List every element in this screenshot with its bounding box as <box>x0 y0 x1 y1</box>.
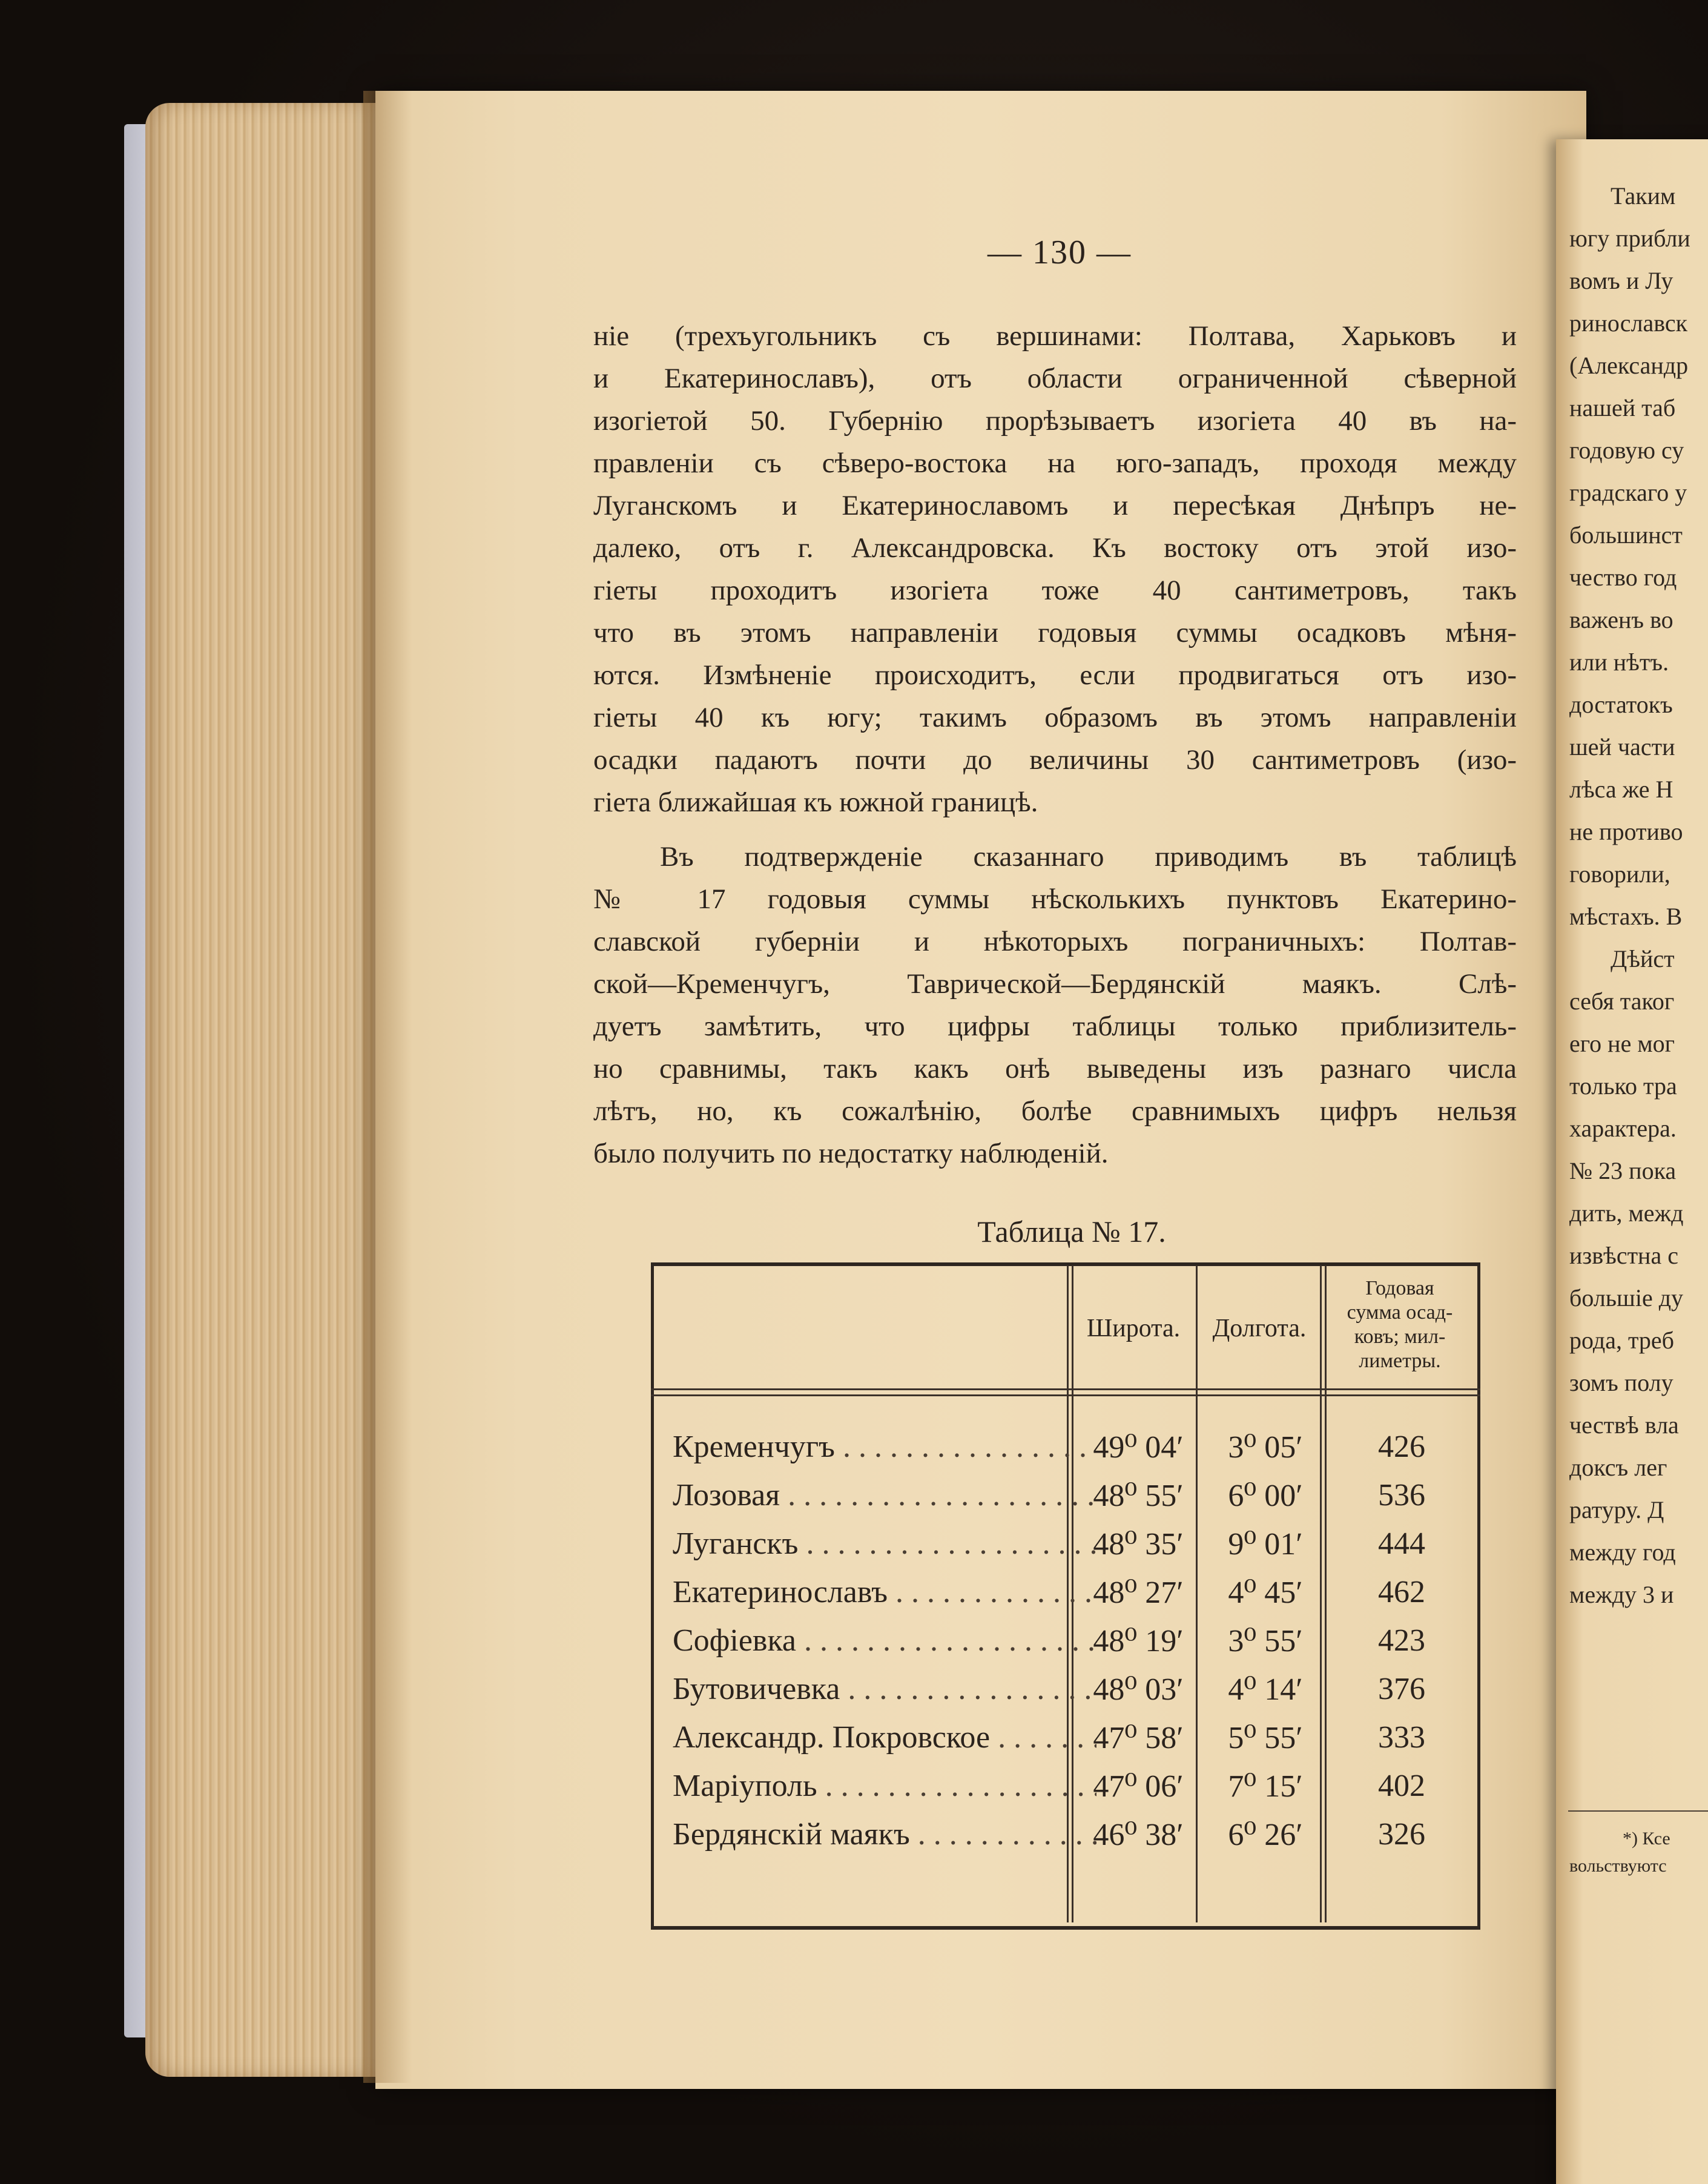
body-line: лѣтъ, но, къ сожалѣнію, болѣе сравнимыхъ цифръ нельзя <box>593 1095 1517 1127</box>
facing-line: его не мог <box>1569 1030 1675 1057</box>
table-row <box>651 1574 1480 1622</box>
station-name: Маріуполь . . . <box>673 1768 1096 1804</box>
body-line: изогіетой 50. Губернію прорѣзываетъ изогіета 40 въ на- <box>593 405 1517 437</box>
body-line: осадки падаютъ почти до величины 30 сантиметровъ (изо- <box>593 744 1517 776</box>
body-line: что въ этомъ направленіи годовыя суммы осадковъ мѣня- <box>593 617 1517 648</box>
header-rule <box>651 1394 1480 1396</box>
facing-line: чество год <box>1569 564 1677 591</box>
facing-line: дить, межд <box>1569 1199 1684 1227</box>
table-row <box>651 1720 1480 1767</box>
facing-line: большинст <box>1569 521 1683 549</box>
latitude-cell: 48⁰ 35′ <box>1093 1527 1184 1562</box>
station-name: Бердянскій маякъ . . . <box>673 1816 1096 1852</box>
facing-page <box>1556 139 1708 2184</box>
table-row <box>651 1477 1480 1525</box>
precipitation-cell: 333 <box>1378 1720 1425 1755</box>
facing-line: важенъ во <box>1569 606 1673 633</box>
station-name: Кременчугъ . . . <box>673 1429 1096 1465</box>
facing-line: себя таког <box>1569 988 1675 1015</box>
precipitation-cell: 402 <box>1378 1769 1425 1803</box>
longitude-cell: 7⁰ 15′ <box>1228 1769 1303 1804</box>
header-precipitation-1: Годовая <box>1365 1277 1434 1299</box>
page-number: — 130 — <box>988 234 1132 271</box>
latitude-cell: 48⁰ 27′ <box>1093 1575 1184 1610</box>
facing-footnote: вольствуютс <box>1569 1856 1667 1876</box>
body-line: дуетъ замѣтить, что цифры таблицы только приблизитель- <box>593 1011 1517 1042</box>
table-row <box>651 1526 1480 1573</box>
latitude-cell: 47⁰ 58′ <box>1093 1721 1184 1755</box>
body-line: Луганскомъ и Екатеринославомъ и пересѣкая Днѣпръ не- <box>593 490 1517 521</box>
precipitation-cell: 326 <box>1378 1817 1425 1852</box>
body-line: но сравнимы, такъ какъ онѣ выведены изъ разнаго числа <box>593 1053 1517 1084</box>
longitude-cell: 3⁰ 55′ <box>1228 1624 1303 1658</box>
facing-line: между год <box>1569 1539 1676 1566</box>
body-line: далеко, отъ г. Александровска. Къ востоку отъ этой изо- <box>593 532 1517 564</box>
facing-line: Таким <box>1611 182 1676 209</box>
precipitation-cell: 376 <box>1378 1672 1425 1706</box>
body-line: ской—Кременчугъ, Таврической—Бердянскій маякъ. Слѣ- <box>593 968 1517 1000</box>
facing-line: мѣстахъ. В <box>1569 903 1683 930</box>
station-name: Луганскъ . . . <box>673 1526 1096 1562</box>
header-precipitation-3: ковъ; мил- <box>1354 1325 1446 1348</box>
facing-line: вомъ и Лу <box>1569 267 1673 294</box>
latitude-cell: 46⁰ 38′ <box>1093 1818 1184 1852</box>
header-longitude: Долгота. <box>1212 1315 1307 1342</box>
body-line: гіеты проходитъ изогіета тоже 40 сантиметровъ, такъ <box>593 575 1517 606</box>
latitude-cell: 48⁰ 03′ <box>1093 1672 1184 1707</box>
facing-line: шей части <box>1569 733 1675 760</box>
body-line: Въ подтвержденіе сказаннаго приводимъ въ таблицѣ <box>660 841 1517 873</box>
longitude-cell: 9⁰ 01′ <box>1228 1527 1303 1562</box>
footnote-rule <box>1568 1810 1708 1812</box>
latitude-cell: 49⁰ 04′ <box>1093 1430 1184 1465</box>
facing-line: или нѣтъ. <box>1569 648 1669 676</box>
header-precipitation-2: сумма осад- <box>1347 1301 1453 1324</box>
facing-line: рода, треб <box>1569 1327 1675 1354</box>
body-line: гіета ближайшая къ южной границѣ. <box>593 787 1038 818</box>
facing-line: (Александр <box>1569 352 1689 379</box>
body-line: ются. Измѣненіе происходитъ, если продвигаться отъ изо- <box>593 659 1517 691</box>
precipitation-cell: 423 <box>1378 1623 1425 1658</box>
longitude-cell: 6⁰ 26′ <box>1228 1818 1303 1852</box>
header-latitude: Широта. <box>1086 1315 1181 1342</box>
facing-line: только тра <box>1569 1072 1677 1100</box>
table-row <box>651 1768 1480 1815</box>
longitude-cell: 6⁰ 00′ <box>1228 1479 1303 1513</box>
facing-line: лѣса же Н <box>1569 776 1673 803</box>
body-line: и Екатеринославъ), отъ области ограниченной сѣверной <box>593 363 1517 394</box>
station-name: Софіевка . . . <box>673 1623 1096 1658</box>
facing-line: между 3 и <box>1569 1581 1674 1608</box>
table-row <box>651 1623 1480 1670</box>
body-line: № 17 годовыя суммы нѣсколькихъ пунктовъ Екатерино- <box>593 883 1517 915</box>
header-precipitation-4: лиметры. <box>1359 1350 1441 1372</box>
body-line: было получить по недостатку наблюденій. <box>593 1138 1109 1169</box>
longitude-cell: 5⁰ 55′ <box>1228 1721 1303 1755</box>
station-name: Екатеринославъ . . . <box>673 1574 1096 1610</box>
gutter-shadow <box>363 91 412 2083</box>
facing-line: градскаго у <box>1569 479 1687 506</box>
body-line: ніе (трехъугольникъ съ вершинами: Полтава, Харьковъ и <box>593 320 1517 352</box>
facing-line: говорили, <box>1569 860 1670 888</box>
facing-line: нашей таб <box>1569 394 1676 421</box>
precipitation-cell: 462 <box>1378 1575 1425 1609</box>
facing-line: ринославск <box>1569 309 1688 337</box>
precipitation-cell: 426 <box>1378 1430 1425 1464</box>
header-rule <box>651 1388 1480 1390</box>
longitude-cell: 3⁰ 05′ <box>1228 1430 1303 1465</box>
table-row <box>651 1816 1480 1864</box>
station-name: Александр. Покровское . . . <box>673 1720 1096 1755</box>
facing-line: чествѣ вла <box>1569 1411 1679 1439</box>
latitude-cell: 48⁰ 55′ <box>1093 1479 1184 1513</box>
page-block-edges <box>145 103 400 2077</box>
facing-line: ратуру. Д <box>1569 1496 1664 1523</box>
longitude-cell: 4⁰ 14′ <box>1228 1672 1303 1707</box>
latitude-cell: 48⁰ 19′ <box>1093 1624 1184 1658</box>
latitude-cell: 47⁰ 06′ <box>1093 1769 1184 1804</box>
table-row <box>651 1671 1480 1718</box>
body-line: славской губерніи и нѣкоторыхъ пограничныхъ: Полтав- <box>593 926 1517 957</box>
table-title: Таблица № 17. <box>977 1215 1166 1249</box>
facing-line: Дѣйст <box>1611 945 1675 972</box>
facing-line: зомъ полу <box>1569 1369 1673 1396</box>
facing-line: достатокъ <box>1569 691 1673 718</box>
body-line: правленіи съ сѣверо-востока на юго-западъ, проходя между <box>593 447 1517 479</box>
station-name: Лозовая . . . <box>673 1477 1096 1513</box>
facing-line: доксъ лег <box>1569 1454 1667 1481</box>
facing-line: № 23 пока <box>1569 1157 1677 1184</box>
facing-footnote: *) Ксе <box>1623 1829 1670 1849</box>
table-row <box>651 1429 1480 1476</box>
station-name: Бутовичевка . . . <box>673 1671 1096 1707</box>
body-line: гіеты 40 къ югу; такимъ образомъ въ этомъ направленіи <box>593 702 1517 733</box>
facing-line: югу прибли <box>1569 225 1690 252</box>
precipitation-cell: 536 <box>1378 1478 1425 1513</box>
facing-line: большіе ду <box>1569 1284 1684 1311</box>
facing-line: извѣстна с <box>1569 1242 1678 1269</box>
facing-line: годовую су <box>1569 437 1684 464</box>
precipitation-cell: 444 <box>1378 1526 1425 1561</box>
facing-line: не противо <box>1569 818 1683 845</box>
longitude-cell: 4⁰ 45′ <box>1228 1575 1303 1610</box>
facing-line: характера. <box>1569 1115 1677 1142</box>
